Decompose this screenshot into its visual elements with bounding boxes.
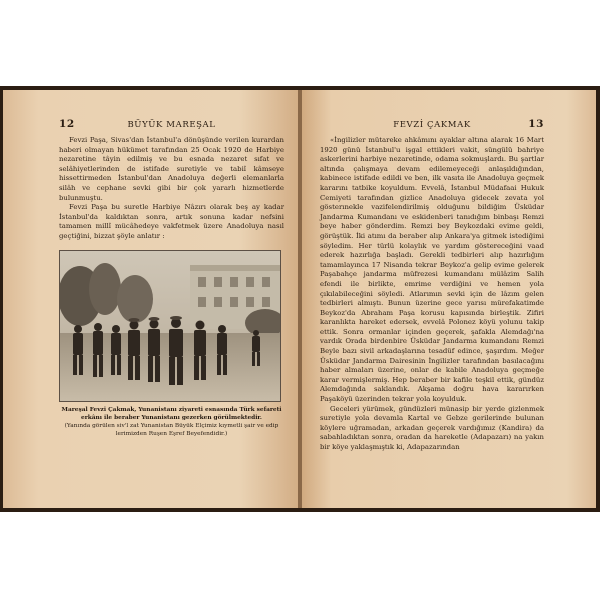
running-title: BÜYÜK MAREŞAL	[127, 120, 216, 130]
historical-photo	[59, 250, 281, 402]
right-page-text	[320, 136, 544, 453]
right-page-header	[320, 120, 544, 136]
paragraph: Geceleri yürümek, gündüzleri münasip bir yerde gizlenmek suretiyle yola devamla Kartal ve Gebze gerilerinde bulunan köylere uğramadan, arkadan geçerek vardığımız (Kandira) da sabahladıktan sonra, oradan da hareketle (Adapazarı) na yakın bir köye yaklaşmıştık ki, Adapazarından	[320, 404, 544, 451]
page-number: 12	[59, 118, 75, 130]
right-page	[302, 90, 596, 508]
left-page	[3, 90, 298, 508]
paragraph: Fevzi Paşa, Sivas'dan İstanbul'a dönüşünde verilen kurardan haberi olmayan hükümet tarafından 25 Ocak 1920 de Harbiye nezaretine tâyin edilmiş ve bu esnada nezaret sıfat ve selâhiyetlerinden de istifade suretiyle ve tabiî kâmseye hissettirmeden İstanbul'dan Anadoluya değerli elemanlarla silâh ve cephane sevki gibi bir çok yararlı hizmetlerde bulunmuştu.	[59, 136, 284, 202]
left-page-header	[59, 120, 284, 136]
paragraph: Fevzi Paşa bu suretle Harbiye Nâzırı olarak beş ay kadar İstanbul'da kaldıktan sonra, artık sonuna kadar nefsini tamamen millî mücâhedeye vakfetmek üzere Anadoluya nasıl geçtiğini, bizzat şöyle anlatır :	[59, 203, 284, 240]
running-title: FEVZİ ÇAKMAK	[393, 120, 471, 130]
open-book	[0, 86, 600, 512]
caption-main: Mareşal Fevzi Çakmak, Yunanistanı ziyareti esnasında Türk sefareti erkânı ile beraber Yunanistanı gezerken görülmektedir.	[61, 406, 282, 421]
page-number: 13	[528, 118, 544, 130]
paragraph: «İngilizler mütareke ahkâmını ayaklar altına alarak 16 Mart 1920 günü İstanbul'u işgal ettikleri vakit, süngülü bahriye askerlerini harbiye nezaretinde, odama sokmuşlardı. Bu şartlar altında çalışmaya devam edilemeyeceği anlaşıldığından, kabinece istifade edildi ve ben, ilk vasıta ile Anadoluya geçmek kararını tatbike koyuldum. Evvelâ, İstanbul Müdafaai Hukuk Cemiyeti tarafından gizlice Anadoluya gidecek zevata yol gösterınekle vazifelendirilmiş olduğunu bildiğim Üsküdar Jandarma Kumandanı ve eskidenberi tanıdığım binbaşı Remzi beye haber gönderdim. Remzi bey Beykozdaki evime geldi, görüştük. İki atımı da beraber alıp Ankara'ya gitmek istediğimi söyledim. Her türlü kolaylık ve yardım göstereceğini vaad ederek hazırlığa başladı. Gerekli tedbirleri alıp hazırlığım tamamlayınca 17 Nisanda tekrar Beykoz'a gelip evime gelerek Paşabahçe jandarma müfrezesi kumandanı mülâzim Salih efendi ile birlikte, emrime verdiğini ve hemen yola çıkılabileceğini söyledi. Atlarımın sevki için de lâzım gelen tedbirleri almıştı. Bunun üzerine gece yarısı mürefakatimde Beykoz'da Abraham Paşa korusu kapısında birleştik. Zifiri karanlıkta hareket edersek, evvelâ Polonez köyü yolunu takip ettik. Sonra ormanlar içinden geçerek, şafakla Alemdağı'na vardık Orada birdenbire Üsküdar Jandarma kumandanı Remzi Beyle bazı sivil arkadaşlarına tesadüf edince, şaşırdım. Meğer Üsküdar Jandarma Dairesinin İngilizler tarafından basılacağını haber almaları üzerine, onlar de kabile Anadoluya geçmeğe karar vermişlermiş. Hep beraber bir kafile teşkil ettik, gündüz Alemdağında saklandık. Akşama doğru hava kararırken Paşaköyü üzerinden tekrar yola koyulduk.	[320, 136, 544, 404]
caption-sub: (Yanında görülen siv'l zat Yunanistan Büyük Elçimiz kıymetli şair ve edip lerimizden Ruşen Eşref Beyefendidir.)	[64, 422, 279, 438]
photo-illustration	[60, 251, 280, 401]
photo-caption	[59, 406, 284, 439]
left-page-text	[59, 136, 284, 242]
